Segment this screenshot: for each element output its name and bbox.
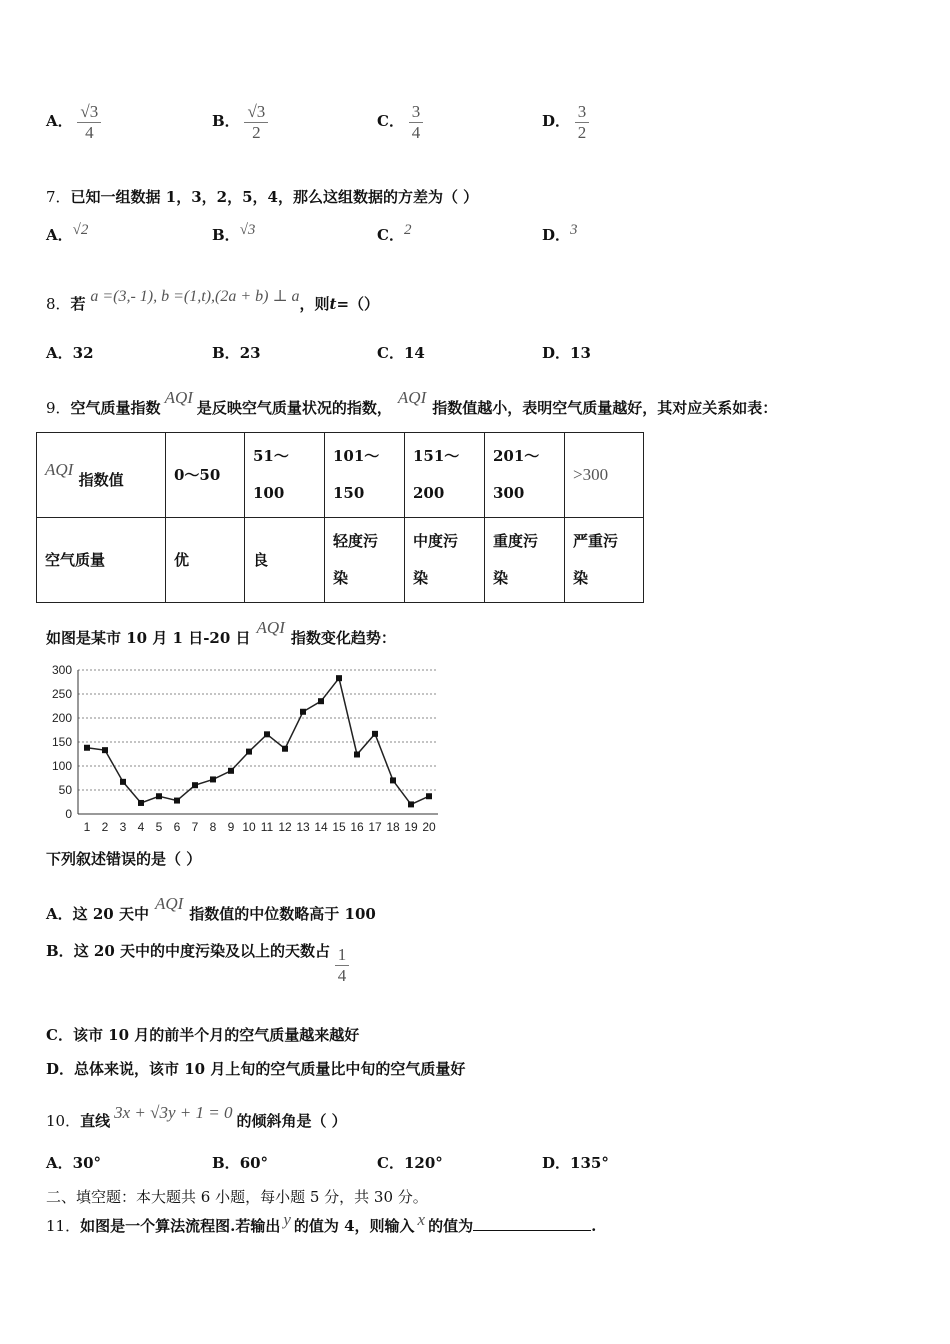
q11-stem: 11．如图是一个算法流程图.若输出 y 的值为 4，则输入 x 的值为 . — [46, 1210, 597, 1235]
q7-option-b[interactable]: B．√3 — [212, 222, 256, 244]
q10-option-b[interactable]: B．60° — [212, 1154, 269, 1172]
y-tick-label: 250 — [51, 687, 72, 701]
option-label: D． — [542, 112, 571, 131]
aqi-range-cell: 0～50 — [166, 433, 245, 518]
data-point — [426, 793, 432, 799]
x-tick-label: 19 — [404, 820, 418, 834]
x-tick-label: 1 — [83, 820, 91, 834]
data-point — [84, 745, 90, 751]
aqi-range-cell: 51～100 — [245, 433, 325, 518]
q7-option-a[interactable]: A．√2 — [46, 222, 89, 244]
data-point — [102, 747, 108, 753]
q7-option-d[interactable]: D．3 — [542, 222, 578, 244]
x-tick-label: 15 — [332, 820, 346, 834]
y-tick-label: 50 — [58, 783, 72, 797]
q9-option-d[interactable]: D．总体来说，该市 10 月上旬的空气质量比中旬的空气质量好 — [46, 1060, 466, 1078]
q9-stem: 9．空气质量指数AQI是反映空气质量状况的指数，AQI指数值越小，表明空气质量越好，其对应关系如表： — [46, 388, 778, 417]
series-line — [87, 678, 429, 804]
data-point — [210, 776, 216, 782]
aqi-table — [36, 432, 644, 603]
data-point — [390, 777, 396, 783]
quality-cell: 重度污 染 — [485, 518, 565, 603]
x-tick-label: 10 — [242, 820, 256, 834]
fraction: $\frac{1}{4}$ — [335, 945, 350, 985]
data-point — [282, 746, 288, 752]
data-point — [354, 751, 360, 757]
x-tick-label: 9 — [227, 820, 235, 834]
x-tick-label: 13 — [296, 820, 310, 834]
x-tick-label: 6 — [173, 820, 181, 834]
data-point — [228, 768, 234, 774]
quality-cell: 轻度污 染 — [325, 518, 405, 603]
data-point — [138, 800, 144, 806]
quality-cell: 良 — [245, 518, 325, 603]
x-tick-label: 3 — [119, 820, 127, 834]
data-point — [120, 779, 126, 785]
q10-stem: 10．直线 3x + √3y + 1 = 0 的倾斜角是（ ） — [46, 1103, 347, 1130]
data-point — [300, 709, 306, 715]
data-point — [246, 749, 252, 755]
aqi-header-cell: AQI 指数值 — [37, 433, 166, 518]
aqi-range-cell: 101～ 150 — [325, 433, 405, 518]
x-tick-label: 18 — [386, 820, 400, 834]
data-point — [156, 793, 162, 799]
y-tick-label: 150 — [51, 735, 72, 749]
data-point — [318, 698, 324, 704]
y-tick-label: 200 — [51, 711, 72, 725]
q8-stem: 8．若 a =(3,- 1), b =(1,t),(2a + b) ⊥ a，则t=（） — [46, 288, 380, 313]
q6-option-c[interactable] — [377, 102, 423, 142]
q7-option-c[interactable]: C．2 — [377, 222, 412, 244]
section-heading: 二、填空题：本大题共 6 小题，每小题 5 分，共 30 分。 — [46, 1188, 428, 1206]
y-tick-label: 100 — [51, 759, 72, 773]
q10-option-c[interactable]: C．120° — [377, 1154, 443, 1172]
q10-option-a[interactable]: A．30° — [46, 1154, 102, 1172]
q9-option-a[interactable]: A．这 20 天中AQI指数值的中位数略高于 100 — [46, 894, 376, 923]
q8-formula: a =(3,- 1), b =(1,t),(2a + b) ⊥ a — [90, 288, 300, 305]
q8-option-b[interactable]: B．23 — [212, 344, 261, 362]
aqi-line-chart — [40, 660, 450, 840]
x-tick-label: 2 — [101, 820, 109, 834]
data-point — [192, 782, 198, 788]
q6-option-d[interactable] — [542, 102, 589, 142]
x-tick-label: 16 — [350, 820, 364, 834]
x-tick-label: 8 — [209, 820, 217, 834]
x-tick-label: 12 — [278, 820, 292, 834]
y-tick-label: 0 — [65, 807, 72, 821]
q6-option-b[interactable] — [212, 102, 268, 142]
aqi-range-cell: >300 — [565, 433, 644, 518]
data-point — [408, 801, 414, 807]
q10-option-d[interactable]: D．135° — [542, 1154, 609, 1172]
option-label: A． — [46, 112, 73, 131]
data-point — [174, 798, 180, 804]
q8-option-c[interactable]: C．14 — [377, 344, 425, 362]
answer-blank[interactable] — [473, 1216, 591, 1231]
quality-header-cell: 空气质量 — [37, 518, 166, 603]
x-tick-label: 20 — [422, 820, 436, 834]
quality-cell: 中度污 染 — [405, 518, 485, 603]
x-tick-label: 5 — [155, 820, 163, 834]
data-point — [264, 731, 270, 737]
q10-formula: 3x + √3y + 1 = 0 — [114, 1103, 233, 1122]
option-label: C． — [377, 112, 404, 131]
x-tick-label: 11 — [260, 820, 274, 834]
q8-option-a[interactable]: A．32 — [46, 344, 94, 362]
q9-option-c[interactable]: C．该市 10 月的前半个月的空气质量越来越好 — [46, 1026, 360, 1044]
quality-cell: 优 — [166, 518, 245, 603]
q8-option-d[interactable]: D．13 — [542, 344, 591, 362]
data-point — [336, 675, 342, 681]
option-label: B． — [212, 112, 240, 131]
q7-stem: 7．已知一组数据 1，3，2，5，4，那么这组数据的方差为（ ） — [46, 188, 479, 206]
x-tick-label: 17 — [368, 820, 382, 834]
aqi-range-cell: 201～ 300 — [485, 433, 565, 518]
fraction: $\frac{√3}{2}$ — [244, 102, 268, 142]
aqi-range-cell: 151～ 200 — [405, 433, 485, 518]
fraction: $\frac{3}{2}$ — [575, 102, 590, 142]
chart-intro: 如图是某市 10 月 1 日-20 日AQI指数变化趋势： — [46, 618, 396, 647]
x-tick-label: 4 — [137, 820, 145, 834]
x-tick-label: 14 — [314, 820, 328, 834]
q6-option-a[interactable] — [46, 102, 101, 142]
q9-question: 下列叙述错误的是（ ） — [46, 850, 202, 868]
q9-option-b[interactable]: B．这 20 天中的中度污染及以上的天数占 $\frac{1}{4}$ — [46, 940, 349, 985]
x-tick-label: 7 — [191, 820, 199, 834]
fraction: $\frac{√3}{4}$ — [77, 102, 101, 142]
fraction: $\frac{3}{4}$ — [409, 102, 424, 142]
quality-cell: 严重污 染 — [565, 518, 644, 603]
y-tick-label: 300 — [51, 663, 72, 677]
data-point — [372, 731, 378, 737]
